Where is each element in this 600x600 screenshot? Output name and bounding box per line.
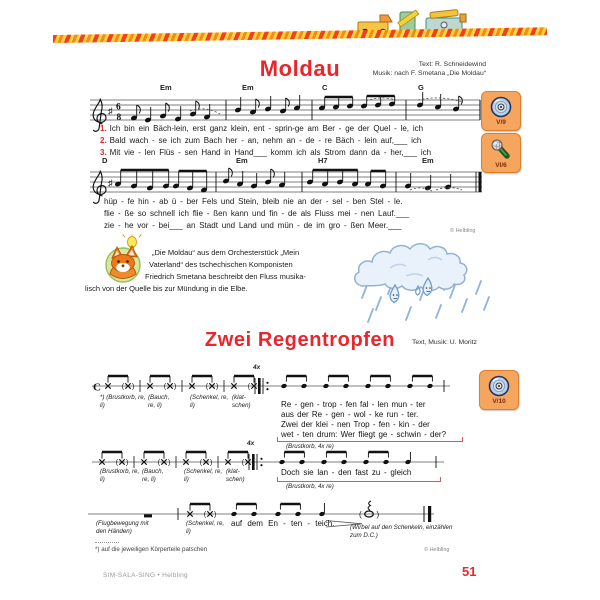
svg-text:(: ( xyxy=(163,383,167,391)
cd-badge-v10 xyxy=(479,370,519,410)
info-text-line: „Die Moldau“ aus dem Orchesterstück „Mein xyxy=(152,248,300,257)
svg-text:): ) xyxy=(168,459,171,467)
footer-imprint: SIM-SALA-SING • Helbling xyxy=(103,572,188,579)
verse-line: hüp - fe hin - ab ü - ber Fels und Stein, bleib nie an der - sel - ben Stel - le. xyxy=(104,197,403,206)
lyric-line: wet - ten drum: Wer fliegt ge - schwin - der? xyxy=(281,430,447,439)
verse-text: Mit vie - len Flüs - sen Hand in Hand___ komm ich als Strom dann da - her,___ ich xyxy=(109,148,432,157)
performance-note: (Wirbel auf den Schenkeln, einzählen zum D.C.) xyxy=(350,524,453,539)
svg-text:(: ( xyxy=(121,383,125,391)
cd-icon xyxy=(490,96,512,118)
red-underline xyxy=(277,477,441,482)
footnote: *) auf die jeweiligen Körperteile patschen xyxy=(95,546,208,553)
badge-label: V/10 xyxy=(492,398,506,405)
chord-label: Em xyxy=(236,156,248,165)
time-signature: 6 xyxy=(116,102,121,113)
song1-credit-music: Musik: nach F. Smetana „Die Moldau“ xyxy=(372,70,486,77)
percussion-label: (Flugbewegung mit den Händen) xyxy=(96,520,149,535)
percussion-label: (Schenkel, re, li) xyxy=(184,468,223,483)
verse-line xyxy=(100,136,421,145)
verse-line: flie - ße so schnell ich flie - ßen kann und fin - de als Fluss mei - nen Lauf.___ xyxy=(104,209,410,218)
chord-label: H7 xyxy=(318,156,328,165)
lyric-line: Re - gen - trop - fen fal - len mun - ter xyxy=(281,400,426,409)
chord-label: D xyxy=(102,156,108,165)
time-signature: 8 xyxy=(116,112,122,123)
microphone-icon xyxy=(489,137,513,161)
svg-text:): ) xyxy=(126,459,129,467)
song1-credit-text: Text: R. Schneidewind xyxy=(418,61,486,68)
chord-label: G xyxy=(418,83,424,92)
svg-text:): ) xyxy=(210,459,213,467)
verse-text: Ich bin ein Bäch-lein, erst ganz klein, ent - sprin-ge am Ber - ge der Quel - le, ich xyxy=(109,124,424,133)
chord-label: Em xyxy=(160,83,172,92)
lyric-line: auf dem En - ten - teich. xyxy=(231,519,335,528)
svg-text:(: ( xyxy=(115,459,119,467)
page-number: 51 xyxy=(462,564,477,579)
info-text-line: Vaterland“ des tschechischen Komponisten xyxy=(149,260,293,269)
svg-text:): ) xyxy=(174,383,177,391)
performance-note: (Brustkorb, 4x re) xyxy=(286,483,334,490)
cd-icon xyxy=(488,375,510,397)
repeat-count: 4x xyxy=(253,364,261,371)
verse-line xyxy=(100,148,431,157)
percussion-label: *) (Brustkorb, re, li) xyxy=(100,394,146,409)
svg-text:(: ( xyxy=(247,383,251,391)
music-staff-1 xyxy=(88,90,488,141)
verse-number: 2. xyxy=(100,136,107,145)
time-signature-common: C xyxy=(93,381,101,394)
red-underline xyxy=(277,437,463,442)
percussion-label: (Bauch, re, li) xyxy=(142,468,164,483)
cloud-illustration xyxy=(332,228,510,334)
svg-text:): ) xyxy=(216,383,219,391)
percussion-label: (Bauch, re, li) xyxy=(148,394,170,409)
verse-line xyxy=(100,124,423,133)
svg-text:): ) xyxy=(376,510,380,519)
chord-label: Em xyxy=(422,156,434,165)
verse-number: 3. xyxy=(100,148,107,157)
svg-text:): ) xyxy=(132,383,135,391)
badge-label: V/9 xyxy=(496,119,506,126)
lyric-block xyxy=(281,400,446,440)
song-title-regentropfen: Zwei Regentropfen xyxy=(204,329,396,351)
song2-credit: Text, Musik: U. Moritz xyxy=(412,339,477,346)
percussion-label: (klat-schen) xyxy=(226,468,245,483)
svg-text:(: ( xyxy=(205,383,209,391)
svg-text:): ) xyxy=(214,511,217,519)
lyric-line: Doch sie lan - den fast zu - gleich xyxy=(281,468,412,477)
percussion-label: (Brustkorb, re, li) xyxy=(100,468,140,483)
badge-label: VI/6 xyxy=(495,162,507,169)
chord-label: C xyxy=(322,83,328,92)
tremolo-squiggle xyxy=(368,501,371,510)
svg-text:(: ( xyxy=(199,459,203,467)
percussion-label: (Schenkel, re, li) xyxy=(186,520,225,535)
verse-number: 1. xyxy=(100,124,107,133)
copyright: © Helbling xyxy=(424,547,450,553)
chord-label: Em xyxy=(242,83,254,92)
info-text-line: Friedrich Smetana beschreibt den Fluss musika- xyxy=(145,272,306,281)
key-signature-sharp: ♯ xyxy=(108,178,113,188)
verse-line: zie - he vor - bei___ an Stadt und Land und mün - de im gro - ßen Meer.___ xyxy=(104,221,402,230)
key-signature-sharp: ♯ xyxy=(108,106,113,116)
verse-text: Bald wach - se ich zum Bach her - an, nehm an - de - re Bäch - lein auf,___ ich xyxy=(109,136,422,145)
svg-text:(: ( xyxy=(241,459,245,467)
info-text-line: lisch von der Quelle bis zur Mündung in die Elbe. xyxy=(85,284,248,293)
footnote-divider xyxy=(95,542,119,543)
lyric-line: aus der Re - gen - wol - ke run - ter. xyxy=(281,410,419,419)
lyric-line: Zwei der klei - nen Trop - fen - kin - der xyxy=(281,420,430,429)
svg-text:(: ( xyxy=(203,511,207,519)
song1-credit xyxy=(350,60,486,78)
performance-note: (Brustkorb, 4x re) xyxy=(286,443,334,450)
percussion-label: (klat-schen) xyxy=(232,394,251,409)
copyright: © Helbling xyxy=(450,228,476,234)
percussion-label: (Schenkel, re, li) xyxy=(190,394,229,409)
song-title-moldau: Moldau xyxy=(259,56,341,81)
repeat-count: 4x xyxy=(247,440,255,447)
svg-text:(: ( xyxy=(359,510,362,519)
svg-text:(: ( xyxy=(157,459,161,467)
